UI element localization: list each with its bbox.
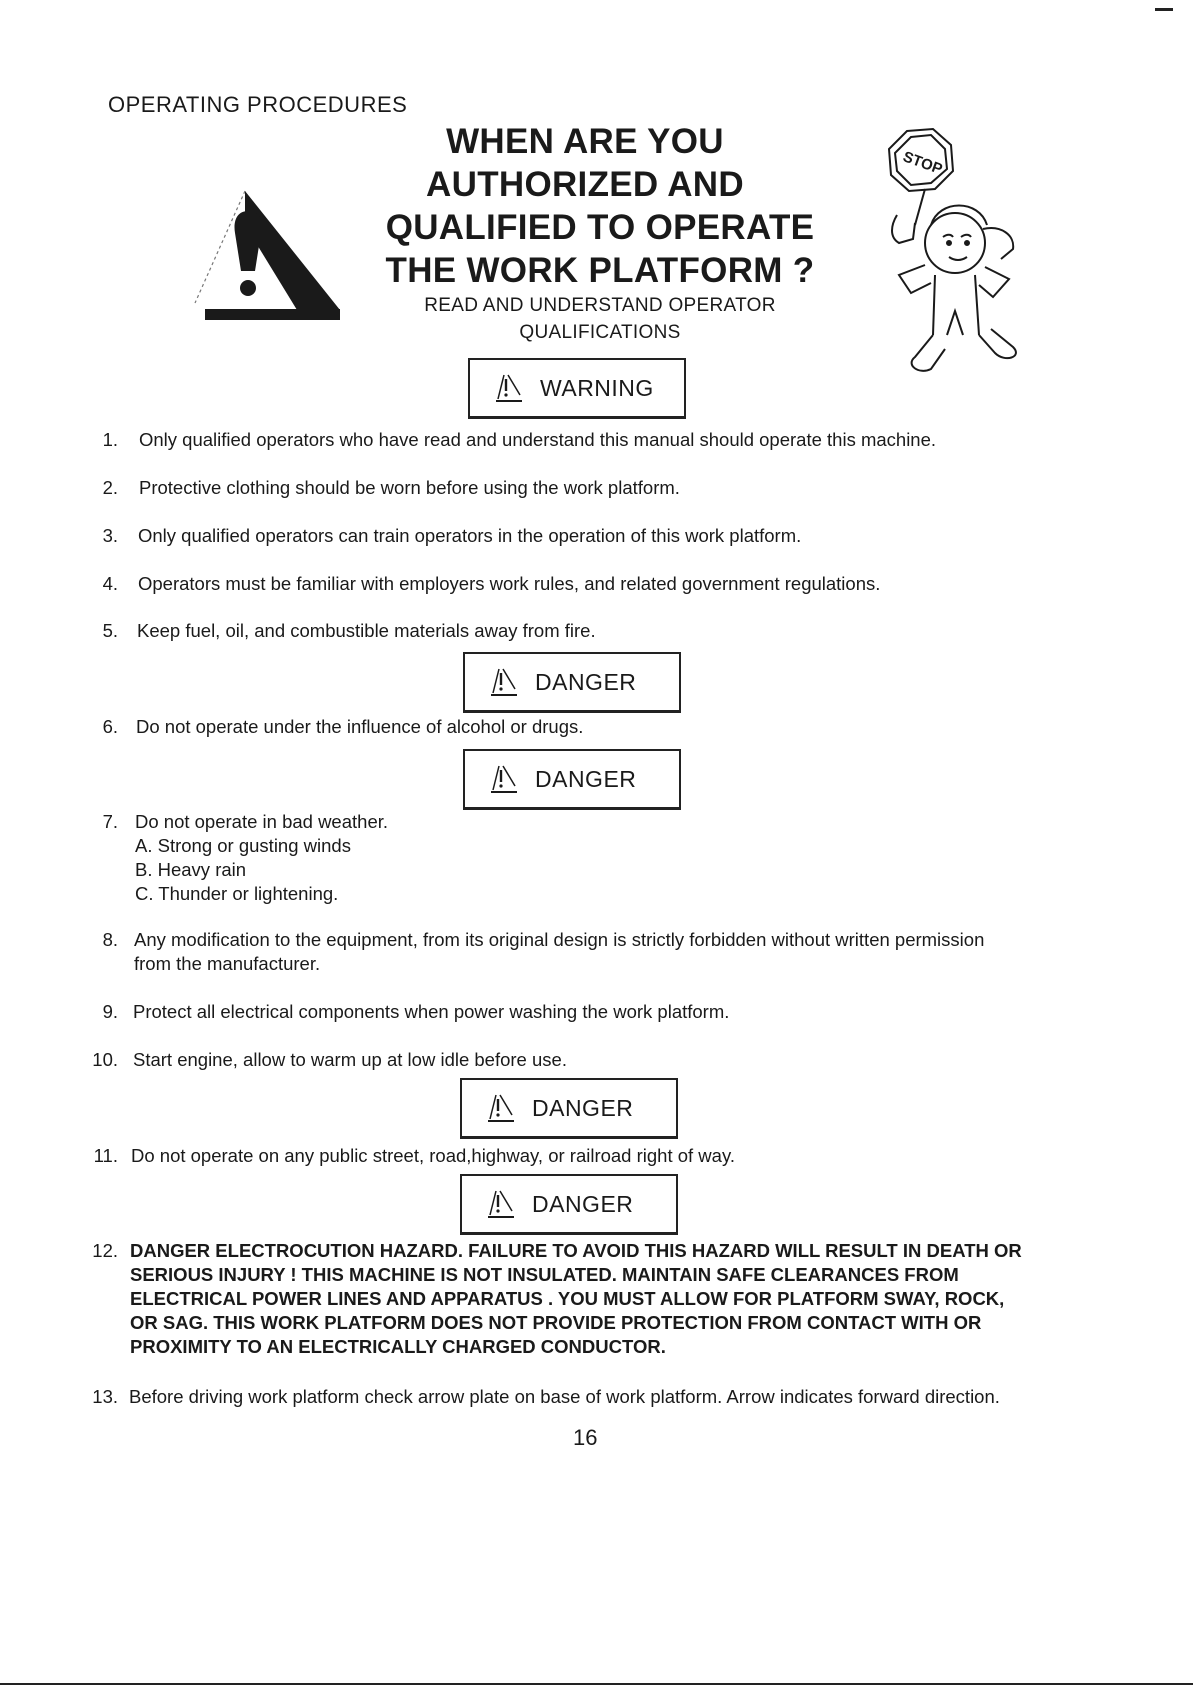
danger-label: DANGER <box>535 668 637 695</box>
subheading-line-1: READ AND UNDERSTAND OPERATOR <box>424 295 776 316</box>
item-text-line-1: Any modification to the equipment, from its original design is strictly forbidden without written permission <box>134 929 985 950</box>
item-text-line-4: OR SAG. THIS WORK PLATFORM DOES NOT PROVIDE PROTECTION FROM CONTACT WITH OR <box>130 1312 982 1333</box>
sub-item: B. Heavy rain <box>135 859 247 880</box>
item-text-line-1: DANGER ELECTROCUTION HAZARD. FAILURE TO AVOID THIS HAZARD WILL RESULT IN DEATH OR <box>130 1240 1022 1261</box>
item-text: Before driving work platform check arrow plate on base of work platform. Arrow indicates forward direction. <box>129 1386 1000 1407</box>
danger-sign-3 <box>460 1078 678 1139</box>
item-text: Keep fuel, oil, and combustible materials away from fire. <box>137 620 596 641</box>
subheading <box>380 292 820 346</box>
item-number: 13. <box>92 1386 118 1407</box>
caution-icon <box>484 1093 516 1123</box>
danger-sign-4 <box>460 1174 678 1235</box>
caution-icon <box>484 1189 516 1219</box>
item-number: 8. <box>102 929 118 950</box>
item-text-line-2: SERIOUS INJURY ! THIS MACHINE IS NOT INSULATED. MAINTAIN SAFE CLEARANCES FROM <box>130 1264 959 1285</box>
item-text: Do not operate on any public street, road,highway, or railroad right of way. <box>131 1145 735 1166</box>
warning-triangle-icon <box>175 185 345 325</box>
item-text: Protect all electrical components when power washing the work platform. <box>133 1001 730 1022</box>
item-text: Protective clothing should be worn before using the work platform. <box>139 477 680 498</box>
item-text-line-5: PROXIMITY TO AN ELECTRICALLY CHARGED CONDUCTOR. <box>130 1336 666 1357</box>
danger-label: DANGER <box>532 1190 634 1217</box>
item-text: Do not operate in bad weather. <box>135 811 389 832</box>
edge-mark <box>1155 8 1173 11</box>
headline-line-1: WHEN ARE YOU <box>446 122 724 161</box>
item-number: 9. <box>102 1001 118 1022</box>
danger-sign-2 <box>463 749 681 810</box>
item-number: 11. <box>93 1145 118 1166</box>
headline <box>380 120 820 292</box>
stop-sign-person-illustration <box>875 125 1035 375</box>
warning-sign <box>468 358 686 419</box>
item-number: 2. <box>102 477 118 498</box>
warning-label: WARNING <box>540 374 654 401</box>
headline-line-3: QUALIFIED TO OPERATE <box>385 208 815 247</box>
section-title: OPERATING PROCEDURES <box>108 92 408 117</box>
headline-line-4: THE WORK PLATFORM ? <box>385 251 815 290</box>
headline-line-2: AUTHORIZED AND <box>426 165 744 204</box>
item-number: 7. <box>102 811 118 832</box>
item-text-line-2: from the manufacturer. <box>134 953 321 974</box>
caution-icon <box>487 667 519 697</box>
item-number: 6. <box>102 716 118 737</box>
danger-sign-1 <box>463 652 681 713</box>
sub-item: C. Thunder or lightening. <box>135 883 339 904</box>
stop-sign-text: STOP <box>900 148 945 179</box>
item-text: Do not operate under the influence of alcohol or drugs. <box>136 716 584 737</box>
caution-icon <box>492 373 524 403</box>
item-number: 5. <box>102 620 118 641</box>
item-number: 1. <box>102 429 118 450</box>
danger-label: DANGER <box>535 765 637 792</box>
sub-item: A. Strong or gusting winds <box>135 835 351 856</box>
item-text-line-3: ELECTRICAL POWER LINES AND APPARATUS . YOU MUST ALLOW FOR PLATFORM SWAY, ROCK, <box>130 1288 1005 1309</box>
danger-label: DANGER <box>532 1094 634 1121</box>
item-text: Operators must be familiar with employers work rules, and related government regulations. <box>138 573 881 594</box>
item-number: 3. <box>102 525 118 546</box>
item-text: Only qualified operators who have read and understand this manual should operate this machine. <box>139 429 937 450</box>
item-number: 12. <box>92 1240 118 1261</box>
subheading-line-2: QUALIFICATIONS <box>519 322 681 343</box>
item-text: Only qualified operators can train operators in the operation of this work platform. <box>138 525 802 546</box>
caution-icon <box>487 764 519 794</box>
item-number: 4. <box>102 573 118 594</box>
item-number: 10. <box>92 1049 118 1070</box>
item-text: Start engine, allow to warm up at low idle before use. <box>133 1049 567 1070</box>
page-number: 16 <box>573 1425 598 1450</box>
